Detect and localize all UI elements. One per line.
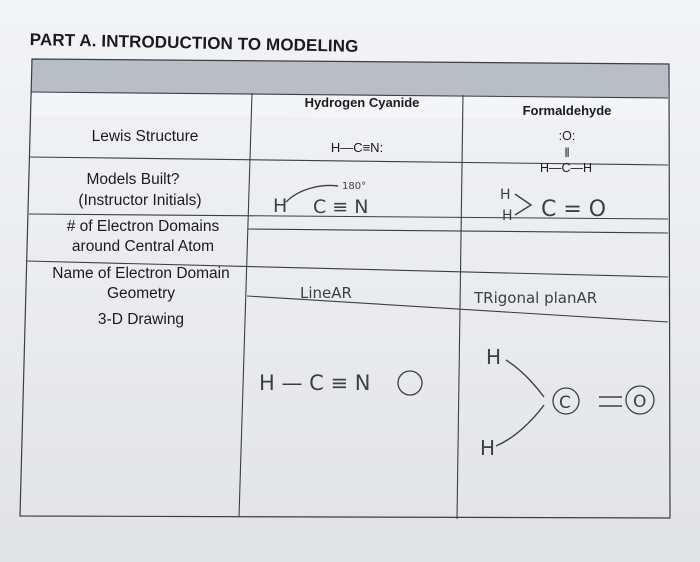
lewis-ch2o-oxygen: :O: bbox=[558, 129, 576, 143]
label-3d-drawing: 3-D Drawing bbox=[97, 311, 185, 328]
lewis-hcn: H—C≡N: bbox=[330, 140, 384, 155]
lewis-ch2o-chain: H—C—H bbox=[539, 161, 593, 175]
label-around-central-atom: around Central Atom bbox=[71, 238, 215, 255]
hw-hcn-3d-n-circle bbox=[398, 371, 422, 395]
hw-hcn-3d: H — C ≡ N bbox=[259, 371, 371, 395]
hw-hcn-geometry: LineAR bbox=[300, 284, 352, 302]
hw-hcn-model-h: H bbox=[273, 195, 288, 217]
label-lewis-structure: Lewis Structure bbox=[91, 128, 199, 145]
header-hydrogen-cyanide: Hydrogen Cyanide bbox=[304, 95, 420, 110]
hw-ch2o-geometry: TRigonal planAR bbox=[474, 289, 598, 307]
hw-hcn-model-cn: C ≡ N bbox=[313, 196, 369, 218]
lewis-ch2o-double-bond: ‖ bbox=[564, 145, 570, 160]
hw-ch2o-model-h1: H bbox=[500, 187, 511, 203]
hw-ch2o-3d-o: O bbox=[633, 392, 647, 412]
hw-ch2o-3d-h1: H bbox=[486, 345, 502, 369]
header-formaldehyde: Formaldehyde bbox=[522, 103, 612, 118]
hw-ch2o-3d-bonds bbox=[496, 360, 544, 446]
label-models-built: Models Built? bbox=[86, 171, 180, 188]
label-geometry: Geometry bbox=[106, 285, 176, 302]
hw-ch2o-3d-double-bond bbox=[599, 397, 622, 406]
label-instructor-initials: (Instructor Initials) bbox=[78, 192, 202, 209]
part-title: PART A. INTRODUCTION TO MODELING bbox=[29, 30, 359, 56]
column-rules bbox=[239, 93, 463, 519]
hw-ch2o-model-co: C = O bbox=[541, 197, 607, 222]
label-domain-geometry-name: Name of Electron Domain bbox=[52, 265, 230, 282]
header-band bbox=[31, 59, 669, 98]
hw-hcn-model-angle: 180° bbox=[342, 181, 367, 192]
label-electron-domains: # of Electron Domains bbox=[66, 218, 220, 235]
hw-ch2o-3d-c: C bbox=[559, 393, 571, 413]
hw-ch2o-3d-h2: H bbox=[480, 436, 496, 460]
hw-ch2o-model-bonds bbox=[515, 194, 531, 215]
hw-ch2o-model-h2: H bbox=[502, 208, 513, 224]
